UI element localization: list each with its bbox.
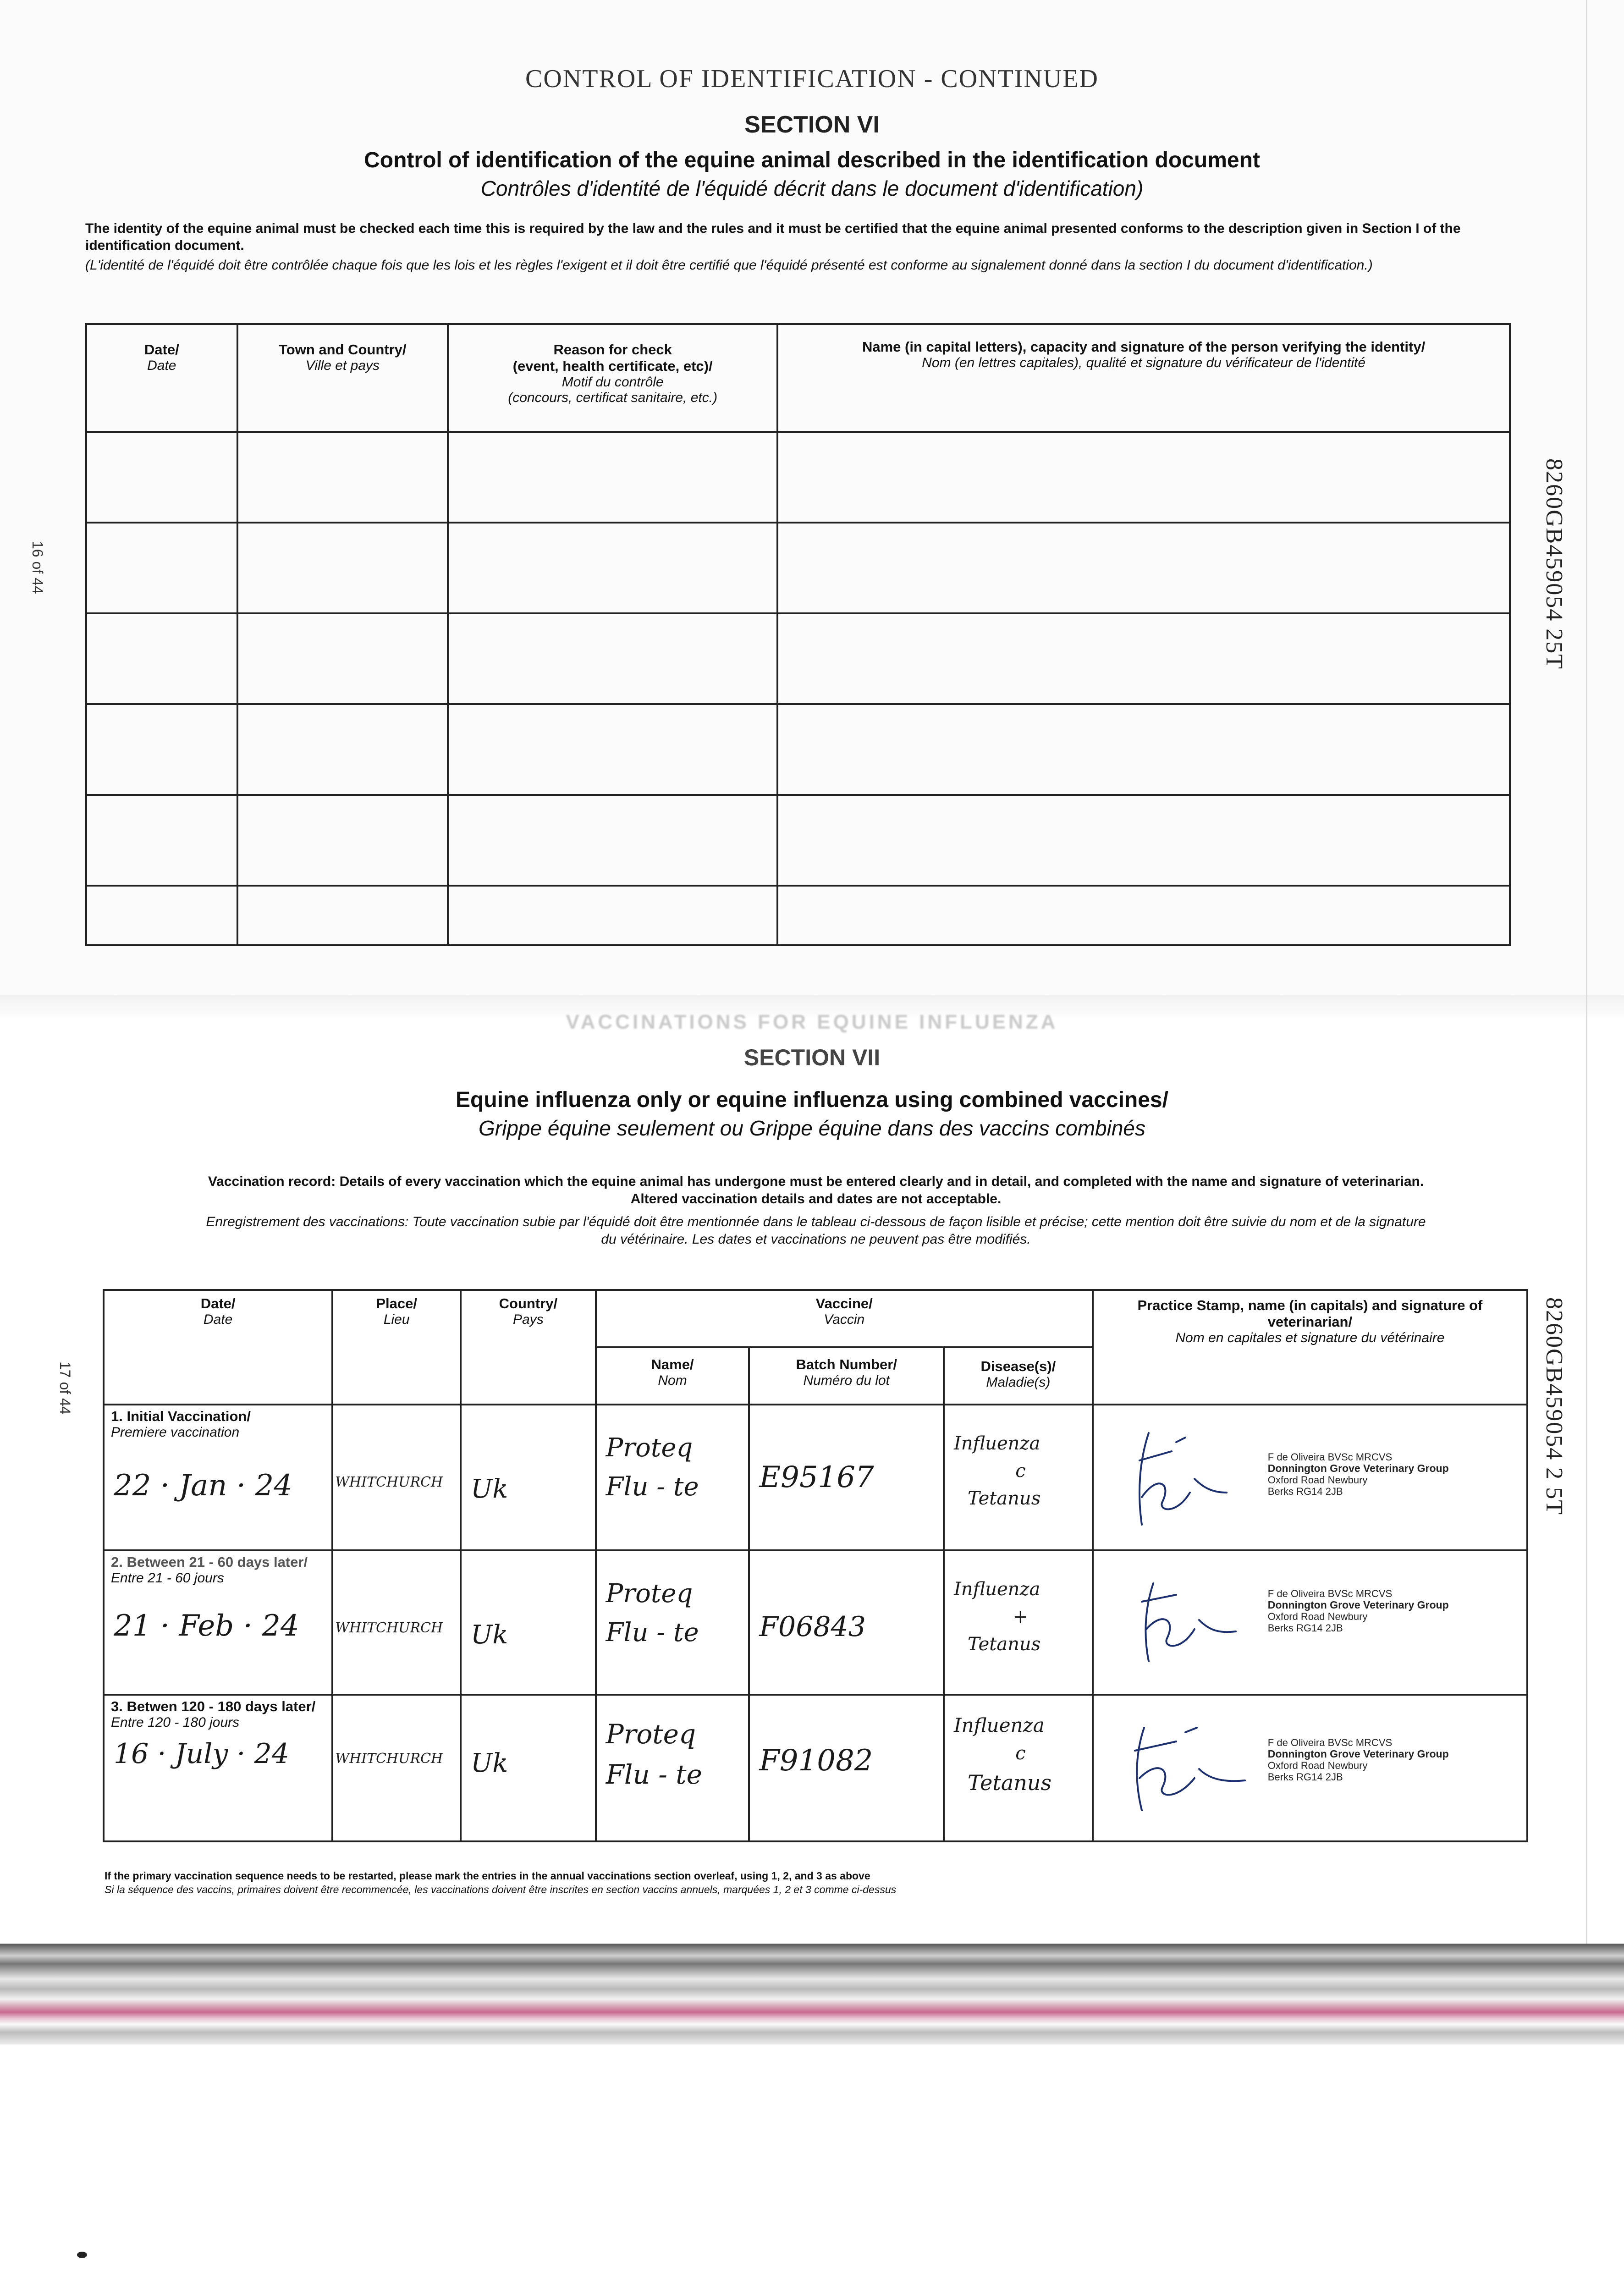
row1-disease-1: Influenza <box>954 1433 1040 1454</box>
vaccination-row-3 <box>104 1695 1527 1841</box>
col-town-header <box>237 324 448 432</box>
row3-practice-stamp <box>1268 1737 1449 1783</box>
row1-label-en: 1. Initial Vaccination/ <box>111 1408 251 1424</box>
row1-vaccine-name-cell <box>596 1405 749 1550</box>
row3-date: 16 · July · 24 <box>114 1738 289 1770</box>
faded-running-head: VACCINATIONS FOR EQUINE INFLUENZA <box>566 1011 1058 1033</box>
row2-label-fr: Entre 21 - 60 jours <box>111 1570 224 1586</box>
row2-vet-signature <box>1121 1570 1259 1680</box>
row1-practice-stamp <box>1268 1451 1449 1497</box>
col-vaccine-fr: Vaccin <box>824 1312 865 1327</box>
col-vaccine-header <box>596 1290 1093 1347</box>
col-vaccine-name-header <box>596 1347 749 1405</box>
col-batch-en: Batch Number/ <box>796 1356 897 1372</box>
col-disease-en: Disease(s)/ <box>980 1358 1056 1374</box>
scan-speck <box>77 2252 87 2258</box>
col-verifier-fr: Nom (en lettres capitales), qualité et signature du vérificateur de l'identité <box>922 355 1366 370</box>
col-stamp-header <box>1093 1290 1527 1405</box>
row2-label-en: 2. Between 21 - 60 days later/ <box>111 1554 308 1570</box>
stacked-page-edges <box>0 1944 1624 2044</box>
row2-place: WHITCHURCH <box>335 1620 443 1636</box>
row1-vaccine-name-1: Proteq <box>606 1433 693 1463</box>
row2-batch-cell <box>749 1550 944 1695</box>
row1-disease-3: Tetanus <box>968 1488 1041 1509</box>
row3-place: WHITCHURCH <box>335 1751 443 1767</box>
row1-disease-cell <box>944 1405 1093 1550</box>
row3-disease-cell <box>944 1695 1093 1841</box>
col-date-en: Date/ <box>144 342 179 358</box>
row1-vet-signature <box>1121 1424 1259 1543</box>
row1-label-fr: Premiere vaccination <box>111 1425 240 1440</box>
row2-date: 21 · Feb · 24 <box>114 1609 299 1643</box>
col-disease-header <box>944 1347 1093 1405</box>
vaccination-row-2 <box>104 1550 1527 1695</box>
row3-disease-2: c <box>1015 1743 1026 1764</box>
identity-check-row <box>86 613 1510 704</box>
row3-label-en: 3. Betwen 120 - 180 days later/ <box>111 1698 316 1714</box>
row3-label-fr: Entre 120 - 180 jours <box>111 1715 240 1730</box>
record-instruction-en-1: Vaccination record: Details of every vaccination which the equine animal has undergone must be entered clearly and in detail, and completed with the name and signature of veterinarian. <box>208 1174 1424 1189</box>
col-reason-fr: Motif du contrôle <box>562 375 664 390</box>
col-place-en: Place/ <box>376 1295 417 1311</box>
row3-vet-signature <box>1117 1709 1263 1824</box>
col-reason-en: Reason for check <box>553 342 672 358</box>
row2-stamp-address: Oxford Road Newbury <box>1267 1611 1368 1622</box>
col-batch-header <box>749 1347 944 1405</box>
row1-date: 22 · Jan · 24 <box>114 1469 292 1503</box>
row1-country: Uk <box>471 1474 508 1504</box>
identity-check-row <box>86 704 1510 795</box>
row2-stamp-cell <box>1093 1550 1527 1695</box>
row2-vaccine-name-2: Flu - te <box>606 1618 699 1647</box>
col-country-header <box>461 1290 596 1405</box>
section-vi-title-fr: Contrôles d'identité de l'équidé décrit dans le document d'identification) <box>480 176 1144 200</box>
row1-place-cell <box>332 1405 461 1550</box>
col-vaccine-en: Vaccine/ <box>815 1295 873 1311</box>
col-vaccine-name-fr: Nom <box>658 1373 687 1388</box>
col-batch-fr: Numéro du lot <box>803 1373 890 1388</box>
row3-country-cell <box>461 1695 596 1841</box>
row3-vaccine-name-cell <box>596 1695 749 1841</box>
row2-batch: F06843 <box>759 1611 866 1643</box>
row3-stamp-postcode: Berks RG14 2JB <box>1267 1771 1343 1783</box>
identity-check-table <box>85 323 1511 946</box>
row3-batch-cell <box>749 1695 944 1841</box>
record-instruction-fr-1: Enregistrement des vaccinations: Toute vaccination subie par l'équidé doit être mentionnée dans le tableau ci-dessous de façon lisible et précise; cette mention doit être suivie du nom et de la signature <box>206 1214 1426 1229</box>
row3-stamp-address: Oxford Road Newbury <box>1267 1760 1368 1771</box>
section-vi-instruction-en: The identity of the equine animal must be checked each time this is required by the law and the rules and it must be certified that the equine animal presented conforms to the description given in Section I of the identification document. <box>85 221 1461 253</box>
footnote-en: If the primary vaccination sequence needs to be restarted, please mark the entries in the annual vaccinations section overleaf, using 1, 2, and 3 as above <box>105 1870 870 1882</box>
row3-country: Uk <box>471 1748 508 1778</box>
col-town-fr: Ville et pays <box>305 358 380 373</box>
col-date-header <box>104 1290 332 1405</box>
running-head: CONTROL OF IDENTIFICATION - CONTINUED <box>525 65 1099 93</box>
page-number-16: 16 of 44 <box>29 541 46 594</box>
section-vii-label: SECTION VII <box>743 1045 881 1070</box>
col-reason-header <box>448 324 777 432</box>
row3-stamp-practice: Donnington Grove Veterinary Group <box>1267 1748 1449 1760</box>
col-date-header <box>86 324 237 432</box>
row3-batch: F91082 <box>759 1744 873 1778</box>
row1-vaccine-name-2: Flu - te <box>606 1472 699 1502</box>
col-verifier-header <box>777 324 1510 432</box>
identity-check-row <box>86 432 1510 523</box>
row2-practice-stamp <box>1268 1588 1449 1634</box>
row1-batch-cell <box>749 1405 944 1550</box>
record-instruction-en-2: Altered vaccination details and dates are not acceptable. <box>630 1191 1002 1207</box>
footnote-fr: Si la séquence des vaccins, primaires doivent être recommencée, les vaccinations doivent être inscrites en section vaccins annuels, marquées 1, 2 et 3 comme ci-dessus <box>105 1884 897 1895</box>
row1-stamp-postcode: Berks RG14 2JB <box>1267 1486 1343 1497</box>
row1-place: WHITCHURCH <box>335 1474 443 1490</box>
col-stamp-en: Practice Stamp, name (in capitals) and signature of veterinarian/ <box>1137 1297 1483 1330</box>
row2-place-cell <box>332 1550 461 1695</box>
spine-line <box>1586 0 1587 1971</box>
row1-stamp-vet-name: F de Oliveira BVSc MRCVS <box>1267 1451 1393 1463</box>
side-identifier-lower: 8260GB459054 2 5T <box>1541 1297 1567 1515</box>
col-stamp-fr: Nom en capitales et signature du vétérinaire <box>1175 1330 1445 1345</box>
row2-stamp-vet-name: F de Oliveira BVSc MRCVS <box>1267 1588 1393 1599</box>
row2-stamp-postcode: Berks RG14 2JB <box>1267 1622 1343 1634</box>
col-country-en: Country/ <box>499 1295 558 1311</box>
record-instruction-fr-2: du vétérinaire. Les dates et vaccinations ne peuvent pas être modifiés. <box>601 1232 1031 1247</box>
row3-stamp-vet-name: F de Oliveira BVSc MRCVS <box>1267 1737 1393 1748</box>
section-vii-title-fr: Grippe équine seulement ou Grippe équine dans des vaccins combinés <box>479 1116 1145 1140</box>
row3-vaccine-name-2: Flu - te <box>606 1759 702 1790</box>
row2-vaccine-name-1: Proteq <box>606 1579 693 1609</box>
row2-disease-2: + <box>1013 1606 1029 1627</box>
col-date-fr: Date <box>147 358 176 373</box>
row1-disease-2: c <box>1015 1460 1026 1482</box>
section-vi-instruction-fr: (L'identité de l'équidé doit être contrôlée chaque fois que les lois et les règles l'exigent et il doit être certifié que l'équidé présenté est conforme au signalement donné dans la section I du document d'identification.) <box>85 258 1373 273</box>
row3-date-cell <box>104 1695 332 1841</box>
row1-stamp-cell <box>1093 1405 1527 1550</box>
col-town-en: Town and Country/ <box>279 342 407 358</box>
vaccination-table <box>103 1289 1528 1842</box>
row1-stamp-address: Oxford Road Newbury <box>1267 1474 1368 1486</box>
row2-disease-cell <box>944 1550 1093 1695</box>
row2-disease-3: Tetanus <box>968 1634 1041 1655</box>
row3-stamp-cell <box>1093 1695 1527 1841</box>
section-vi-title-en: Control of identification of the equine animal described in the identification document <box>364 148 1260 172</box>
section-vii-title-en: Equine influenza only or equine influenza using combined vaccines/ <box>456 1088 1168 1112</box>
identity-check-header-row <box>86 324 1510 432</box>
side-identifier-upper: 8260GB459054 25T <box>1541 458 1567 670</box>
row1-country-cell <box>461 1405 596 1550</box>
col-vaccine-name-en: Name/ <box>651 1356 694 1372</box>
col-place-fr: Lieu <box>383 1312 410 1327</box>
col-place-header <box>332 1290 461 1405</box>
row1-stamp-practice: Donnington Grove Veterinary Group <box>1267 1462 1449 1474</box>
col-date-en: Date/ <box>200 1295 236 1311</box>
identity-check-row <box>86 886 1510 945</box>
row1-batch: E95167 <box>759 1460 874 1494</box>
row2-stamp-practice: Donnington Grove Veterinary Group <box>1267 1599 1449 1611</box>
row2-country-cell <box>461 1550 596 1695</box>
row3-vaccine-name-1: Proteq <box>606 1719 696 1750</box>
row2-vaccine-name-cell <box>596 1550 749 1695</box>
row2-date-cell <box>104 1550 332 1695</box>
vaccination-header-row <box>104 1290 1527 1347</box>
col-verifier-en: Name (in capital letters), capacity and signature of the person verifying the identity/ <box>862 339 1426 355</box>
row3-place-cell <box>332 1695 461 1841</box>
section-vi-label: SECTION VI <box>744 111 880 138</box>
row3-disease-1: Influenza <box>954 1714 1045 1736</box>
page-number-17: 17 of 44 <box>57 1361 73 1415</box>
identity-check-row <box>86 795 1510 886</box>
row1-date-cell <box>104 1405 332 1550</box>
row2-disease-1: Influenza <box>954 1579 1040 1600</box>
row2-country: Uk <box>471 1620 508 1650</box>
row3-disease-3: Tetanus <box>968 1770 1052 1795</box>
col-disease-fr: Maladie(s) <box>986 1375 1051 1390</box>
col-reason-en2: (event, health certificate, etc)/ <box>512 358 713 374</box>
identity-check-row <box>86 523 1510 613</box>
col-country-fr: Pays <box>513 1312 544 1327</box>
col-date-fr: Date <box>203 1312 233 1327</box>
vaccination-row-1 <box>104 1405 1527 1550</box>
col-reason-fr2: (concours, certificat sanitaire, etc.) <box>508 390 718 405</box>
